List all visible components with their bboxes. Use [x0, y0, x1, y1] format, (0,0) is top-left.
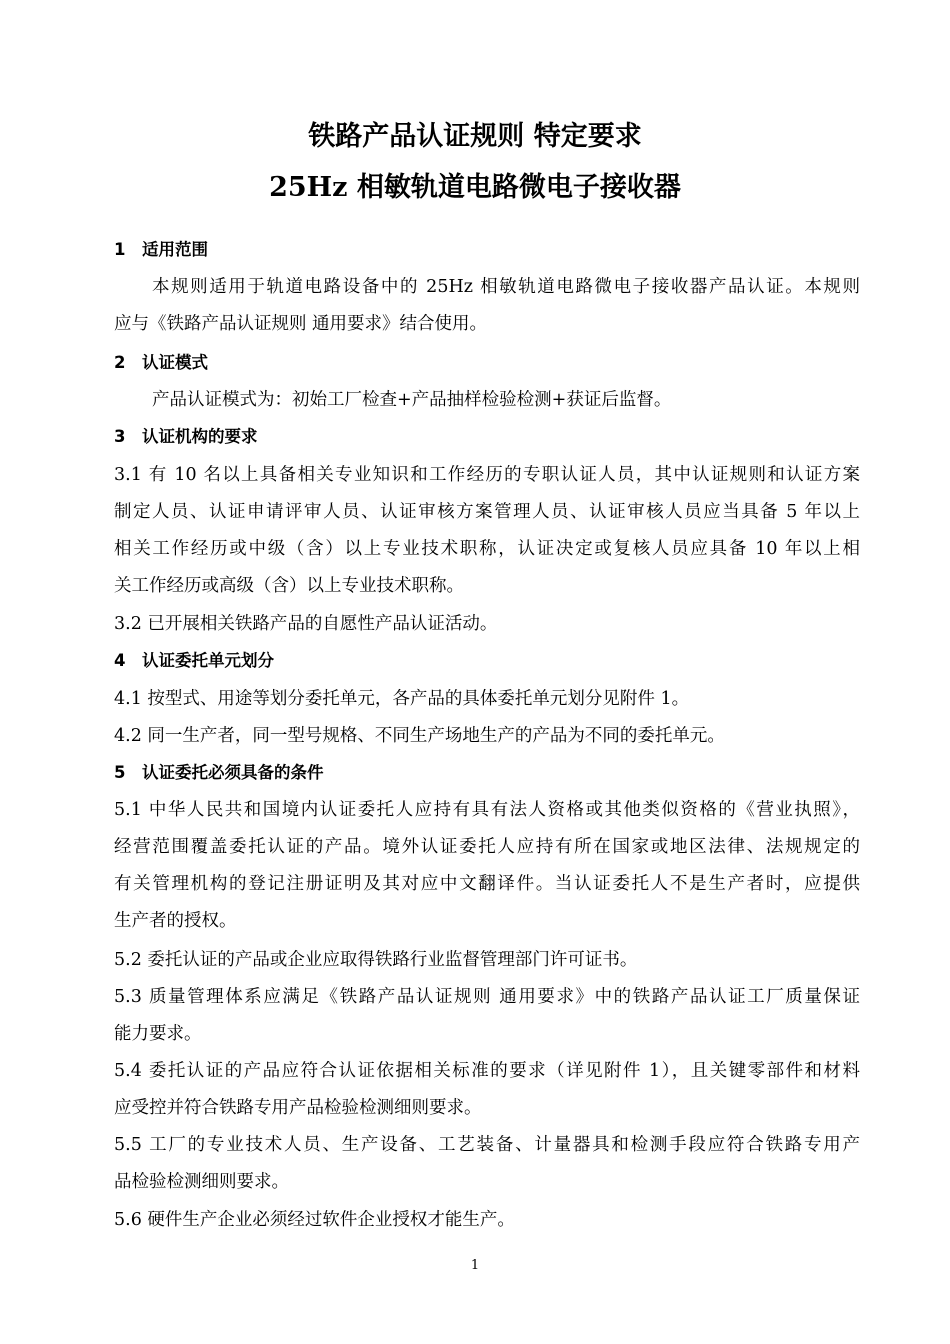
- title-line-1: 铁路产品认证规则 特定要求: [308, 121, 642, 152]
- body-line: 本规则适用于轨道电路设备中的 25Hz 相敏轨道电路微电子接收器产品认证。本规则: [152, 277, 860, 297]
- body-line: 应受控并符合铁路专用产品检验检测细则要求。: [114, 1098, 482, 1118]
- section-heading: 3 认证机构的要求: [114, 427, 258, 446]
- body-line: 5.5 工厂的专业技术人员、生产设备、工艺装备、计量器具和检测手段应符合铁路专用产: [114, 1135, 860, 1155]
- body-line: 有关管理机构的登记注册证明及其对应中文翻译件。当认证委托人不是生产者时，应提供: [114, 874, 860, 894]
- body-line: 经营范围覆盖委托认证的产品。境外认证委托人应持有所在国家或地区法律、法规规定的: [114, 837, 860, 857]
- body-line: 相关工作经历或中级（含）以上专业技术职称，认证决定或复核人员应具备 10 年以上相: [114, 539, 860, 559]
- section-heading: 2 认证模式: [114, 353, 208, 372]
- body-line: 5.1 中华人民共和国境内认证委托人应持有具有法人资格或其他类似资格的《营业执照》，: [114, 800, 861, 820]
- body-line: 关工作经历或高级（含）以上专业技术职称。: [114, 576, 464, 596]
- title-line-2: 25Hz 相敏轨道电路微电子接收器: [269, 172, 681, 203]
- body-line: 5.2 委托认证的产品或企业应取得铁路行业监督管理部门许可证书。: [114, 950, 638, 970]
- body-line: 3.2 已开展相关铁路产品的自愿性产品认证活动。: [114, 614, 498, 634]
- body-line: 4.2 同一生产者，同一型号规格、不同生产场地生产的产品为不同的委托单元。: [114, 726, 725, 746]
- section-heading: 1 适用范围: [114, 240, 208, 259]
- body-line: 能力要求。: [114, 1024, 202, 1044]
- body-line: 4.1 按型式、用途等划分委托单元，各产品的具体委托单元划分见附件 1。: [114, 689, 690, 709]
- body-line: 产品认证模式为：初始工厂检查+产品抽样检验检测+获证后监督。: [152, 390, 672, 410]
- body-line: 品检验检测细则要求。: [114, 1172, 289, 1192]
- body-line: 5.4 委托认证的产品应符合认证依据相关标准的要求（详见附件 1），且关键零部件和材料: [114, 1061, 860, 1081]
- section-heading: 5 认证委托必须具备的条件: [114, 763, 324, 782]
- body-line: 生产者的授权。: [114, 911, 237, 931]
- body-line: 应与《铁路产品认证规则 通用要求》结合使用。: [114, 314, 488, 334]
- body-line: 3.1 有 10 名以上具备相关专业知识和工作经历的专职认证人员，其中认证规则和认证方案: [114, 465, 860, 485]
- section-heading: 4 认证委托单元划分: [114, 651, 274, 670]
- page-number: 1: [470, 1258, 480, 1273]
- body-line: 5.3 质量管理体系应满足《铁路产品认证规则 通用要求》中的铁路产品认证工厂质量保证: [114, 987, 860, 1007]
- body-line: 5.6 硬件生产企业必须经过软件企业授权才能生产。: [114, 1210, 515, 1230]
- body-line: 制定人员、认证申请评审人员、认证审核方案管理人员、认证审核人员应当具备 5 年以上: [114, 502, 860, 522]
